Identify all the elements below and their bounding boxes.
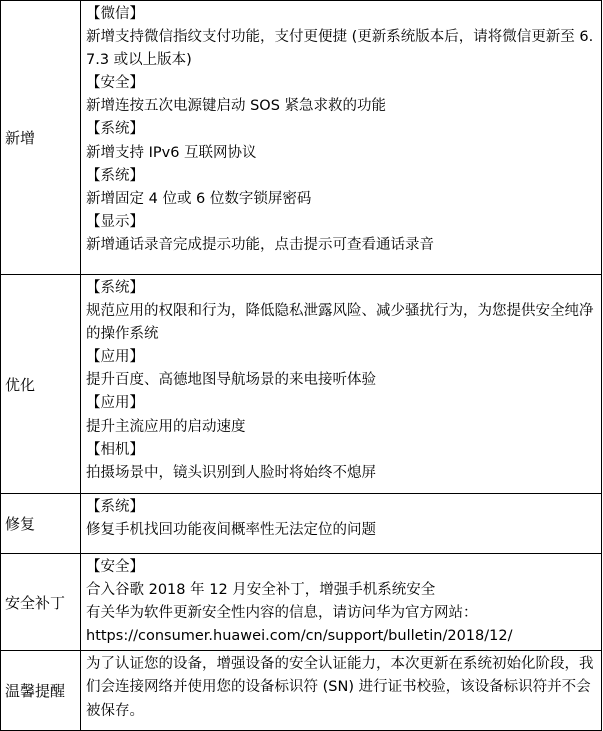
change-item: 拍摄场景中，镜头识别到人脸时将始终不熄屏 — [86, 464, 376, 481]
change-item: 提升主流应用的启动速度 — [86, 418, 246, 435]
row-content-optimized — [81, 275, 602, 494]
row-label-security-patch: 安全补丁 — [1, 554, 81, 651]
section-tag: 【安全】 — [86, 559, 144, 575]
section-tag: 【相机】 — [86, 441, 144, 458]
change-item: 新增支持 IPv6 互联网协议 — [86, 144, 257, 161]
row-content-reminder — [81, 651, 602, 731]
table-row-added — [1, 1, 602, 275]
change-item: 新增固定 4 位或 6 位数字锁屏密码 — [86, 190, 312, 207]
row-label-fixed: 修复 — [1, 494, 81, 554]
bulletin-url: https://consumer.huawei.com/cn/support/bulletin/2018/12/ — [86, 628, 513, 645]
change-item: 规范应用的权限和行为，降低隐私泄露风险、减少骚扰行为，为您提供安全纯净的操作系统 — [86, 303, 594, 343]
change-item: 新增通话录音完成提示功能，点击提示可查看通话录音 — [86, 236, 434, 253]
change-item: 提升百度、高德地图导航场景的来电接听体验 — [86, 372, 376, 389]
section-tag: 【系统】 — [86, 499, 144, 515]
change-item: 合入谷歌 2018 年 12 月安全补丁，增强手机系统安全 — [86, 582, 436, 599]
row-content-security-patch — [81, 554, 602, 651]
change-item: 新增连按五次电源键启动 SOS 紧急求救的功能 — [86, 98, 387, 115]
reminder-text: 为了认证您的设备，增强设备的安全认证能力，本次更新在系统初始化阶段，我们会连接网络并使用您的设备标识符 (SN) 进行证书校验，该设备标识符并不会被保存。 — [86, 656, 594, 719]
row-label-added: 新增 — [1, 1, 81, 275]
section-tag: 【系统】 — [86, 121, 144, 138]
section-tag: 【安全】 — [86, 75, 144, 92]
section-tag: 【微信】 — [86, 6, 144, 22]
section-tag: 【系统】 — [86, 167, 144, 184]
section-tag: 【系统】 — [86, 280, 144, 296]
section-tag: 【应用】 — [86, 395, 144, 412]
change-item: 有关华为软件更新安全性内容的信息，请访问华为官方网站： — [86, 605, 478, 622]
table-row-optimized — [1, 275, 602, 494]
table-row-reminder — [1, 651, 602, 731]
row-label-reminder: 温馨提醒 — [1, 651, 81, 731]
table-row-fixed — [1, 494, 602, 554]
row-content-added — [81, 1, 602, 275]
section-tag: 【应用】 — [86, 349, 144, 366]
row-label-optimized: 优化 — [1, 275, 81, 494]
change-item: 新增支持微信指纹支付功能，支付更便捷 (更新系统版本后，请将微信更新至 6.7.3 或以上版本) — [86, 29, 594, 69]
change-item: 修复手机找回功能夜间概率性无法定位的问题 — [86, 522, 376, 539]
section-tag: 【显示】 — [86, 213, 144, 230]
table-row-security-patch — [1, 554, 602, 651]
row-content-fixed — [81, 494, 602, 554]
